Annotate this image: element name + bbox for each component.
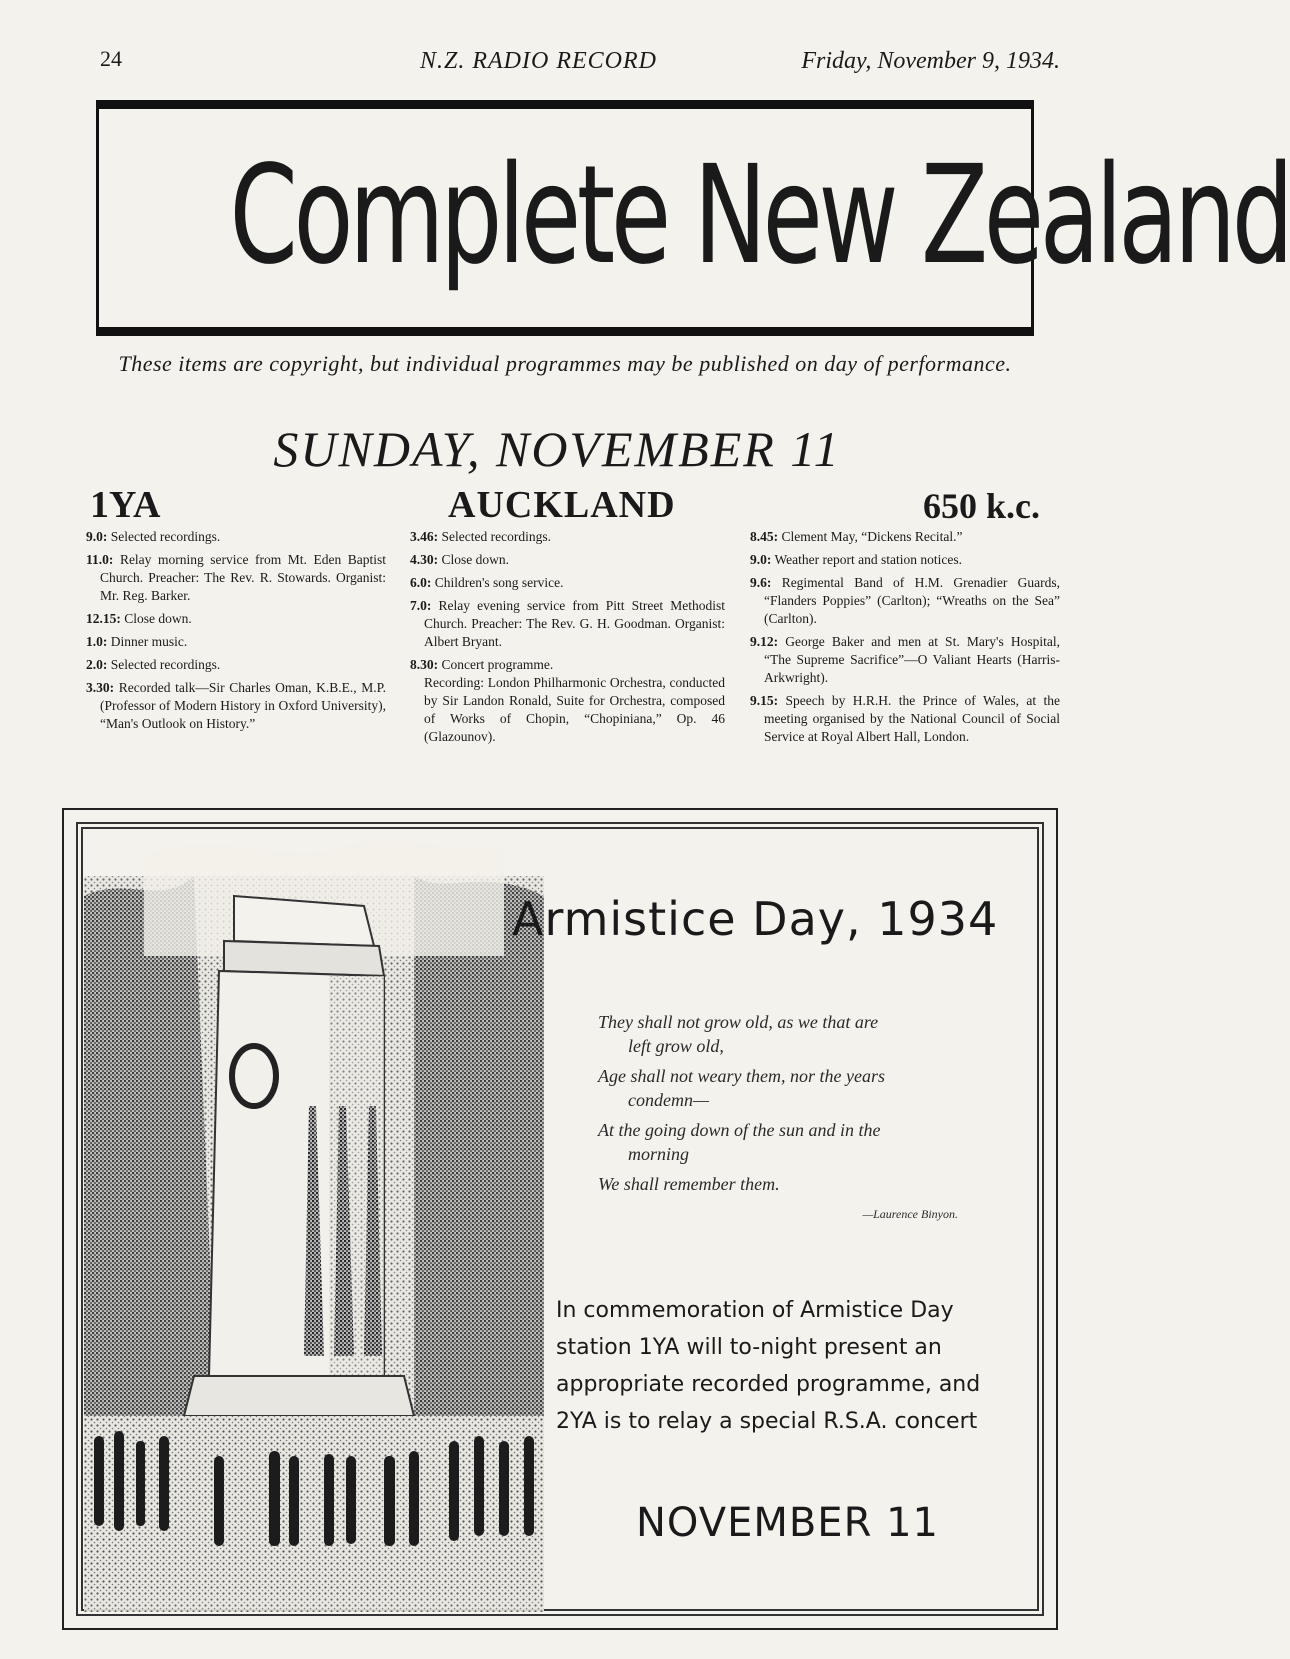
programme-item	[86, 679, 386, 733]
binyon-poem	[598, 1010, 958, 1226]
poem-stanza-line	[598, 1118, 958, 1166]
masthead-box	[96, 100, 1290, 336]
copyright-note: These items are copyright, but individual programmes may be published on day of performance.	[118, 351, 1012, 376]
item-text: Selected recordings.	[110, 657, 221, 672]
programme-item	[86, 610, 386, 628]
item-text: Children's song service.	[434, 575, 564, 590]
item-text: Recorded talk—Sir Charles Oman, K.B.E., M.P. (Professor of Modern History in Oxford University), “Man's Outlook on History.”	[100, 680, 386, 731]
item-time: 4.30:	[410, 552, 439, 567]
programme-item	[410, 551, 725, 569]
item-text: Weather report and station notices.	[774, 552, 962, 567]
item-time: 12.15:	[86, 611, 121, 626]
programme-item	[410, 574, 725, 592]
item-time: 8.45:	[750, 529, 779, 544]
item-text: Speech by H.R.H. the Prince of Wales, at the meeting organised by the National Council of Social Service at Royal Albert Hall, London.	[764, 693, 1060, 744]
programme-item	[86, 656, 386, 674]
poem-line: Age shall not weary them, nor the years	[598, 1066, 885, 1086]
advert-title: Armistice Day, 1934	[512, 892, 999, 946]
item-time: 8.30:	[410, 657, 439, 672]
item-time: 7.0:	[410, 598, 432, 613]
item-text: George Baker and men at St. Mary's Hospital, “The Supreme Sacrifice”—O Valiant Hearts (Harris-Arkwright).	[764, 634, 1060, 685]
poem-stanza-line	[598, 1064, 958, 1112]
item-time: 3.30:	[86, 680, 115, 695]
running-header	[100, 46, 1060, 76]
page-number: 24	[100, 46, 122, 71]
cenotaph-cornice	[224, 941, 384, 976]
poem-author: —Laurence Binyon.	[862, 1207, 958, 1221]
programme-item	[410, 656, 725, 674]
item-text: Regimental Band of H.M. Grenadier Guards, “Flanders Poppies” (Carlton); “Wreaths on the Sea” (Carlton).	[764, 575, 1061, 626]
poem-line-cont: condemn—	[628, 1090, 709, 1110]
poem-line: They shall not grow old, as we that are	[598, 1012, 879, 1032]
programme-column-2	[410, 528, 725, 746]
item-time: 1.0:	[86, 634, 108, 649]
item-text: Concert programme.	[441, 657, 554, 672]
poem-line: We shall remember them.	[598, 1174, 780, 1194]
advert-body-text: In commemoration of Armistice Day station 1YA will to-night present an appropriate recorded programme, and 2YA is to relay a special R.S.A. concert	[556, 1298, 981, 1434]
issue-date: Friday, November 9, 1934.	[801, 48, 1060, 74]
item-text: Clement May, “Dickens Recital.”	[781, 529, 963, 544]
item-time: 9.6:	[750, 575, 772, 590]
poem-line: At the going down of the sun and in the	[598, 1120, 881, 1140]
programme-item	[86, 633, 386, 651]
item-time: 9.0:	[86, 529, 108, 544]
item-text: Dinner music.	[110, 634, 188, 649]
item-text: Selected recordings.	[110, 529, 221, 544]
programme-item	[410, 528, 725, 546]
poem-line-cont: morning	[628, 1144, 690, 1164]
programme-item	[750, 692, 1060, 746]
item-time: 11.0:	[86, 552, 114, 567]
masthead-title: Complete New Zealand	[229, 137, 1290, 295]
item-text: Selected recordings.	[441, 529, 551, 544]
programme-item	[750, 633, 1060, 687]
programme-column-3	[750, 528, 1060, 751]
item-time: 6.0:	[410, 575, 432, 590]
item-time: 9.0:	[750, 552, 772, 567]
programme-item	[86, 528, 386, 546]
cenotaph-illustration	[84, 836, 544, 1612]
station-call-sign: 1YA	[90, 484, 161, 526]
publication-name: N.Z. RADIO RECORD	[420, 48, 657, 74]
item-text: Close down.	[124, 611, 192, 626]
item-time: 9.15:	[750, 693, 779, 708]
item-time: 9.12:	[750, 634, 779, 649]
station-frequency: 650 k.c.	[923, 486, 1040, 526]
day-heading: SUNDAY, NOVEMBER 11	[273, 421, 841, 477]
poem-line-cont: left grow old,	[628, 1036, 724, 1056]
cenotaph-base	[184, 1376, 414, 1416]
item-text: Relay evening service from Pitt Street Methodist Church. Preacher: The Rev. G. H. Goodman. Organist: Albert Bryant.	[424, 598, 725, 649]
station-city: AUCKLAND	[448, 484, 676, 526]
programme-item	[750, 551, 1060, 569]
item-time: 3.46:	[410, 529, 439, 544]
programme-sub-item: Recording: London Philharmonic Orchestra, conducted by Sir Landon Ronald, Suite for Orchestra, composed of Works of Chopin, “Chopiniana,” Op. 46 (Glazounov).	[424, 675, 725, 744]
item-text: Relay morning service from Mt. Eden Baptist Church. Preacher: The Rev. R. Stowards. Organist: Mr. Reg. Barker.	[100, 552, 387, 603]
station-heading	[80, 483, 1060, 527]
advert-date: NOVEMBER 11	[636, 1500, 939, 1546]
poem-stanza-line	[598, 1172, 958, 1196]
programme-column-1	[86, 528, 386, 738]
programme-item	[86, 551, 386, 605]
poem-stanza-line	[598, 1010, 958, 1058]
programme-item	[750, 574, 1060, 628]
programme-item	[410, 597, 725, 651]
programme-item	[750, 528, 1060, 546]
item-time: 2.0:	[86, 657, 108, 672]
item-text: Close down.	[441, 552, 509, 567]
